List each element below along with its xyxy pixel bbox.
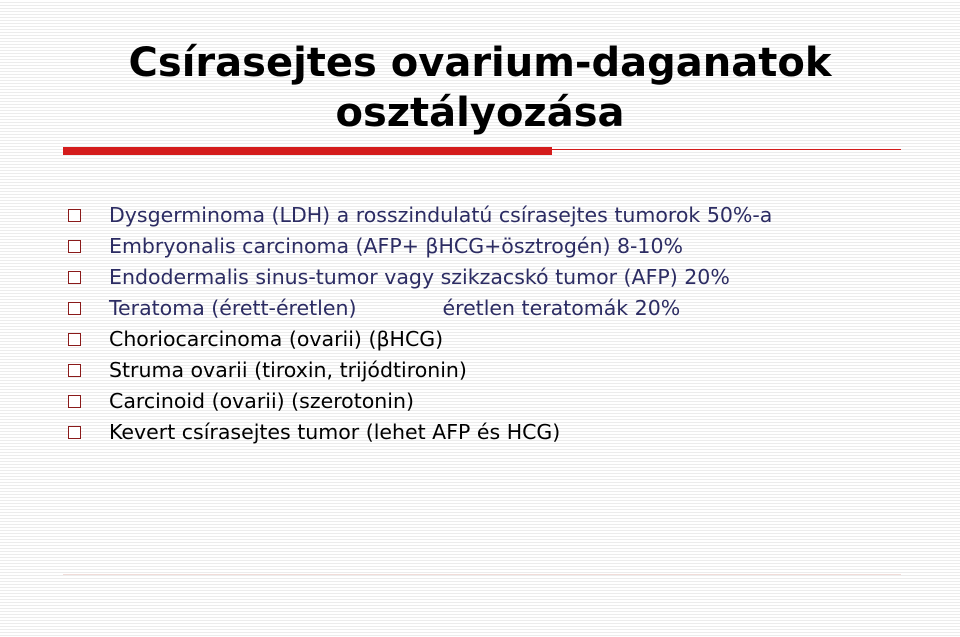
bullet-item <box>66 355 946 386</box>
square-bullet-icon <box>68 364 81 377</box>
square-bullet-icon <box>68 395 81 408</box>
bullet-item <box>66 262 946 293</box>
bullet-item <box>66 293 946 324</box>
bullet-text: Kevert csírasejtes tumor (lehet AFP és HCG) <box>109 420 561 444</box>
square-bullet-icon <box>68 333 81 346</box>
bullet-text <box>109 293 680 324</box>
footer-rule <box>63 574 901 575</box>
title-underline <box>63 144 901 156</box>
title-underline-bar <box>63 147 552 155</box>
bullet-text: Choriocarcinoma (ovarii) (βHCG) <box>109 327 444 351</box>
bullet-text: Carcinoid (ovarii) (szerotonin) <box>109 389 414 413</box>
bullet-list <box>66 200 946 448</box>
slide-title <box>60 38 900 138</box>
square-bullet-icon <box>68 209 81 222</box>
bullet-text: Dysgerminoma (LDH) a rosszindulatú csírasejtes tumorok 50%-a <box>109 203 773 227</box>
square-bullet-icon <box>68 302 81 315</box>
bullet-text-part-b: éretlen teratomák 20% <box>442 296 681 320</box>
bullet-text: Endodermalis sinus-tumor vagy szikzacskó tumor (AFP) 20% <box>109 265 730 289</box>
bullet-item <box>66 200 946 231</box>
bullet-text: Struma ovarii (tiroxin, trijódtironin) <box>109 358 467 382</box>
bullet-text-part-a: Teratoma (érett-éretlen) <box>109 296 357 320</box>
bullet-text: Embryonalis carcinoma (AFP+ βHCG+ösztrogén) 8-10% <box>109 234 683 258</box>
slide-title-line-2: osztályozása <box>335 90 625 136</box>
square-bullet-icon <box>68 240 81 253</box>
bullet-item <box>66 324 946 355</box>
bullet-item <box>66 231 946 262</box>
bullet-item <box>66 417 946 448</box>
slide-title-line-1: Csírasejtes ovarium-daganatok <box>128 40 832 86</box>
title-underline-rule <box>552 149 901 150</box>
square-bullet-icon <box>68 271 81 284</box>
square-bullet-icon <box>68 426 81 439</box>
bullet-item <box>66 386 946 417</box>
